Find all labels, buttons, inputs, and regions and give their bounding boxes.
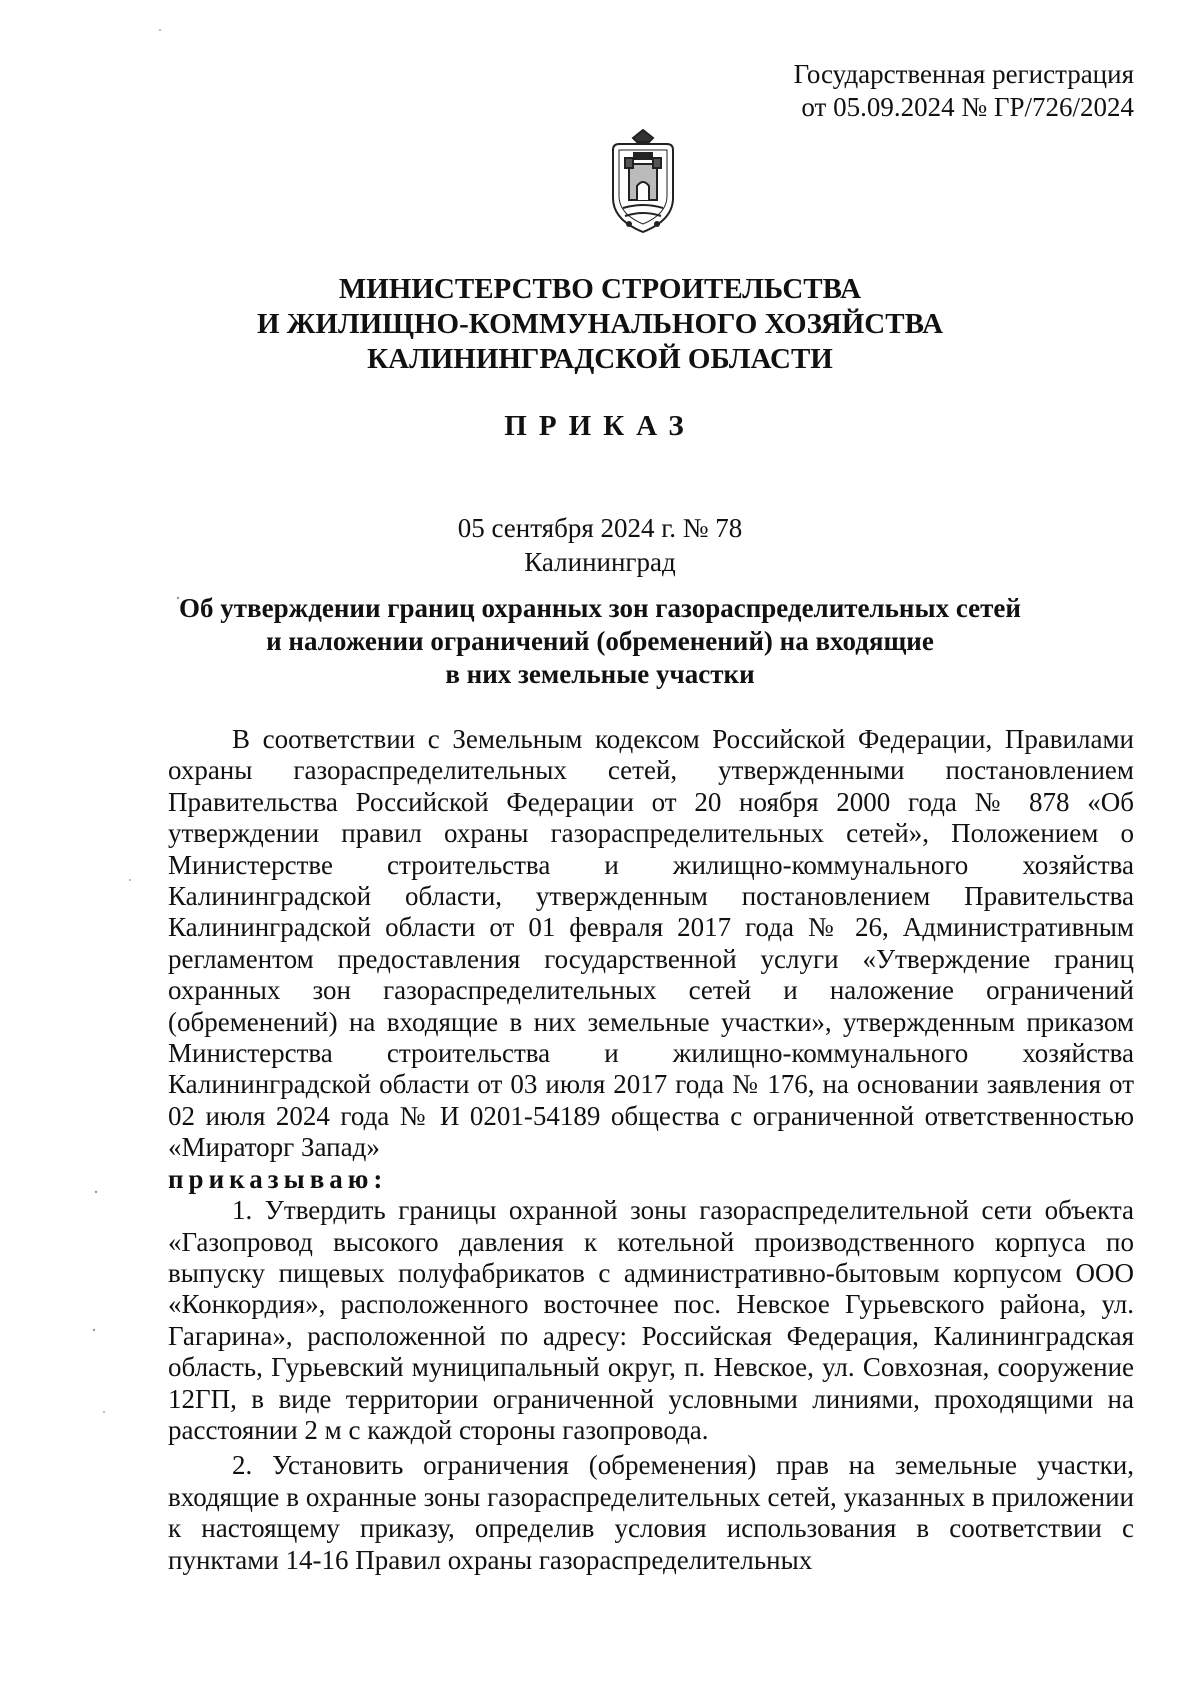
kaliningrad-coat-of-arms-icon bbox=[603, 128, 683, 238]
order-subject bbox=[0, 592, 1200, 691]
subject-line-1: Об утверждении границ охранных зон газораспределительных сетей bbox=[179, 593, 1021, 623]
document-body bbox=[168, 724, 1134, 1576]
preamble-paragraph: В соответствии с Земельным кодексом Российской Федерации, Правилами охраны газораспределительных сетей, утвержденными постановлением Правительства Российской Федерации от 20 ноября 2000 года № 878 «Об утверждении правил охраны газораспределительных сетей», Положением о Министерстве строительства и жилищно-коммунального хозяйства Калининградской области, утвержденным постановлением Правительства Калининградской области от 01 февраля 2017 года № 26, Административным регламентом предоставления государственной услуги «Утверждение границ охранных зон газораспределительных сетей и наложение ограничений (обременений) на входящие в них земельные участки», утвержденным приказом Министерства строительства и жилищно-коммунального хозяйства Калининградской области от 03 июля 2017 года № 176, на основании заявления от 02 июля 2024 года № И 0201-54189 общества с ограниченной ответственностью «Мираторг Запад» bbox=[168, 724, 1134, 1163]
prikazyvayu-heading: приказываю: bbox=[168, 1163, 388, 1194]
item-2-paragraph: 2. Установить ограничения (обременения) прав на земельные участки, входящие в охранные зоны газораспределительных сетей, указанных в приложении к настоящему приказу, определив условия использования в соответствии с пунктами 14-16 Правил охраны газораспределительных bbox=[168, 1450, 1134, 1575]
order-title: ПРИКАЗ bbox=[504, 410, 696, 442]
registration-line-1: Государственная регистрация bbox=[793, 59, 1134, 89]
ministry-line-3: КАЛИНИНГРАДСКОЙ ОБЛАСТИ bbox=[367, 343, 833, 375]
item-1-paragraph: 1. Утвердить границы охранной зоны газораспределительной сети объекта «Газопровод высокого давления к котельной производственного корпуса по выпуску пищевых полуфабрикатов с административно-бытовым корпусом ООО «Конкордия», расположенного восточнее пос. Невское Гурьевского района, ул. Гагарина», расположенной по адресу: Российская Федерация, Калининградская область, Гурьевский муниципальный округ, п. Невское, ул. Совхозная, сооружение 12ГП, в виде территории ограниченной условными линиями, проходящими на расстоянии 2 м с каждой стороны газопровода. bbox=[168, 1195, 1134, 1445]
ministry-line-1: МИНИСТЕРСТВО СТРОИТЕЛЬСТВА bbox=[338, 273, 862, 305]
subject-line-3: в них земельные участки bbox=[445, 659, 755, 689]
order-meta bbox=[0, 511, 1200, 579]
subject-line-2: и наложении ограничений (обременений) на входящие bbox=[266, 626, 934, 656]
order-date-number: 05 сентября 2024 г. № 78 bbox=[457, 513, 743, 543]
ministry-line-2: И ЖИЛИЩНО-КОММУНАЛЬНОГО ХОЗЯЙСТВА bbox=[256, 308, 944, 340]
registration-stamp bbox=[794, 58, 1134, 124]
registration-line-2: от 05.09.2024 № ГР/726/2024 bbox=[801, 92, 1134, 122]
order-city: Калининград bbox=[524, 547, 676, 577]
ministry-name bbox=[0, 272, 1200, 377]
